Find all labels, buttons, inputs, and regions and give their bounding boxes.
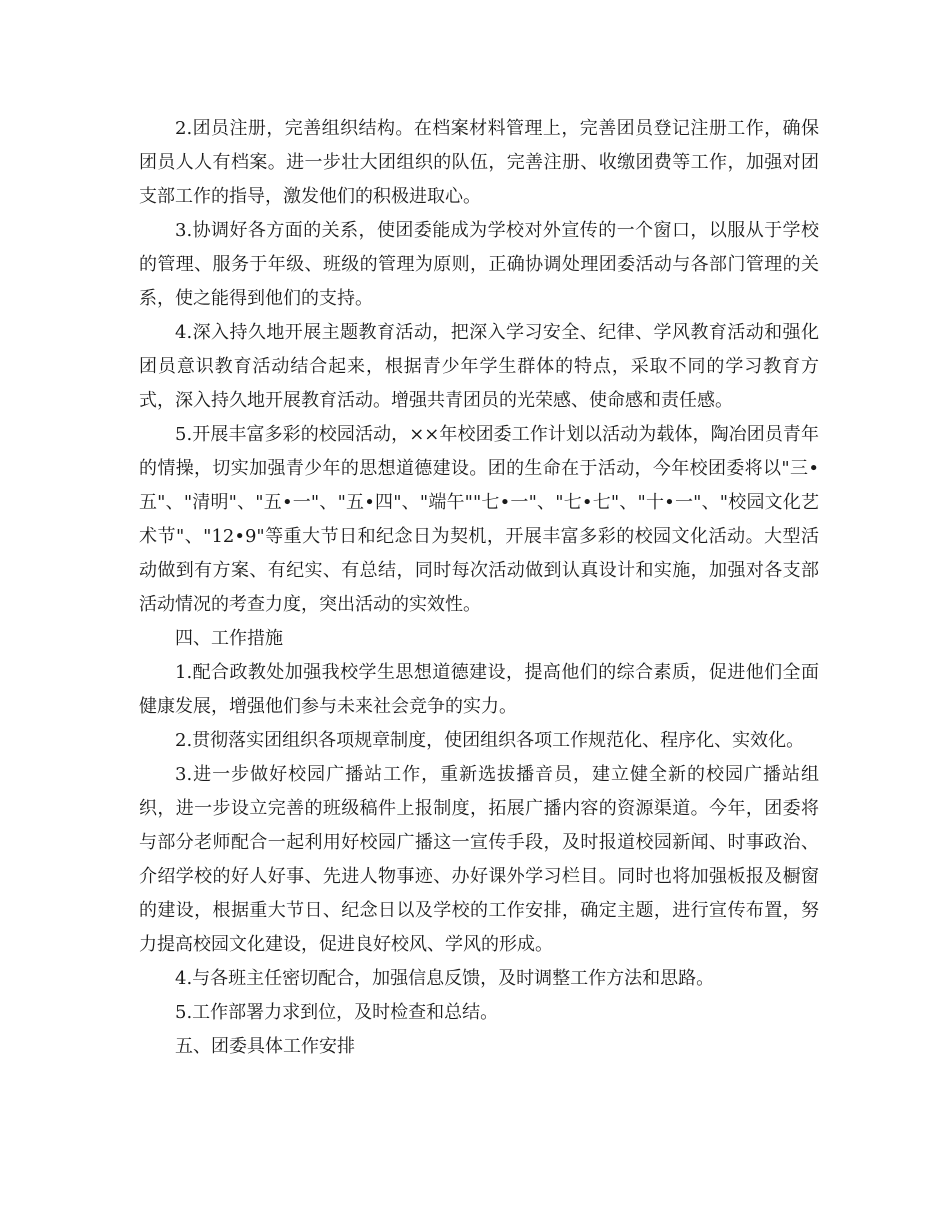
section-heading-measures: 四、工作措施 [175,628,283,649]
paragraph-teacher-cooperation: 4.与各班主任密切配合，加强信息反馈，及时调整工作方法和思路。 [175,968,715,989]
paragraph-moral-education: 1.配合政教处加强我校学生思想道德建设，提高他们的综合素质，促进他们全面健康发展，增强他们参与未来社会竞争的实力。 [139,662,819,717]
paragraph-regulations: 2.贯彻落实团组织各项规章制度，使团组织各项工作规范化、程序化、实效化。 [175,730,805,751]
paragraph-campus-activities: 5.开展丰富多彩的校园活动，××年校团委工作计划以活动为载体，陶冶团员青年的情操，切实加强青少年的思想道德建设。团的生命在于活动，今年校团委将以"三•五"、"清明"、"五•一"、"五•四"、"端午""七•一"、"七•七"、"十•一"、"校园文化艺术节"、"12•9"等重大节日和纪念日为契机，开展丰富多彩的校园文化活动。大型活动做到有方案、有纪实、有总结，同时每次活动做到认真设计和实施，加强对各支部活动情况的考查力度，突出活动的实效性。 [139,424,819,615]
document-body [139,112,819,1064]
paragraph-broadcast-station: 3.进一步做好校园广播站工作，重新选拔播音员，建立健全新的校园广播站组织，进一步设立完善的班级稿件上报制度，拓展广播内容的资源渠道。今年，团委将与部分老师配合一起利用好校园广播这一宣传手段，及时报道校园新闻、时事政治、介绍学校的好人好事、先进人物事迹、办好课外学习栏目。同时也将加强板报及橱窗的建设，根据重大节日、纪念日以及学校的工作安排，确定主题，进行宣传布置，努力提高校园文化建设，促进良好校风、学风的形成。 [139,764,819,955]
section-heading-arrangements: 五、团委具体工作安排 [175,1036,355,1057]
paragraph-coordination: 3.协调好各方面的关系，使团委能成为学校对外宣传的一个窗口，以服从于学校的管理、服务于年级、班级的管理为原则，正确协调处理团委活动与各部门管理的关系，使之能得到他们的支持。 [139,220,819,309]
paragraph-work-deployment: 5.工作部署力求到位，及时检查和总结。 [175,1002,499,1023]
paragraph-registration: 2.团员注册，完善组织结构。在档案材料管理上，完善团员登记注册工作，确保团员人人有档案。进一步壮大团组织的队伍，完善注册、收缴团费等工作，加强对团支部工作的指导，激发他们的积极进取心。 [139,118,819,207]
paragraph-theme-education: 4.深入持久地开展主题教育活动，把深入学习安全、纪律、学风教育活动和强化团员意识教育活动结合起来，根据青少年学生群体的特点，采取不同的学习教育方式，深入持久地开展教育活动。增强共青团员的光荣感、使命感和责任感。 [139,322,819,411]
